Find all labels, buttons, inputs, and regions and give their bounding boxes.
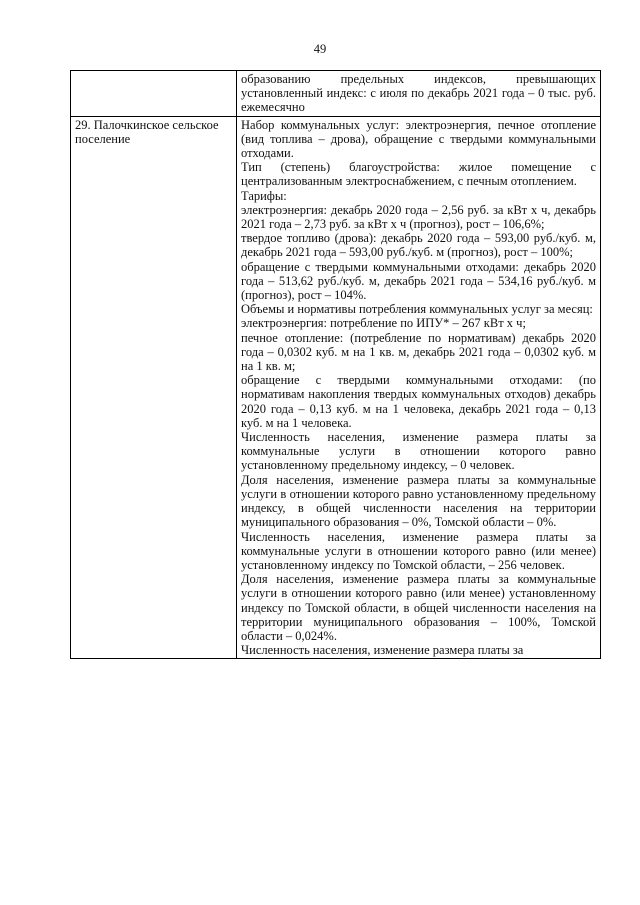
municipality-cell bbox=[71, 71, 237, 117]
paragraph: электроэнергия: декабрь 2020 года – 2,56 руб. за кВт х ч, декабрь 2021 года – 2,73 руб. за кВт х ч (прогноз), рост – 106,6%; bbox=[241, 202, 596, 232]
paragraph: Численность населения, изменение размера платы за коммунальные услуги в отношении которого равно установленному предельному индексу, – 0 человек. bbox=[241, 430, 596, 473]
paragraph: печное отопление: (потребление по нормативам) декабрь 2020 года – 0,0302 куб. м на 1 кв. м, декабрь 2021 года – 0,0302 куб. м на 1 кв. м; bbox=[241, 330, 596, 374]
paragraph: электроэнергия: потребление по ИПУ* – 267 кВт х ч; bbox=[241, 316, 526, 331]
municipality-name: 29. Палочкинское сельское поселение bbox=[75, 117, 219, 146]
description-cell bbox=[237, 116, 601, 659]
paragraph: обращение с твердыми коммунальными отходами: декабрь 2020 года – 513,62 руб./куб. м, декабрь 2021 года – 534,16 руб./куб. м (прогноз), рост – 104%. bbox=[241, 259, 596, 303]
paragraph: Численность населения, изменение размера платы за коммунальные услуги в отношении которого равно (или менее) установленному индексу по Томской области, – 256 человек. bbox=[241, 529, 596, 572]
paragraph: Численность населения, изменение размера платы за bbox=[241, 643, 524, 658]
paragraph: Объемы и нормативы потребления коммунальных услуг за месяц: bbox=[241, 302, 593, 317]
page-number: 49 bbox=[313, 42, 327, 56]
paragraph: Тарифы: bbox=[241, 188, 287, 203]
description-cell bbox=[237, 71, 601, 117]
paragraph: образованию предельных индексов, превышающих установленный индекс: с июля по декабрь 2021 года – 0 тыс. руб. ежемесячно bbox=[241, 72, 596, 115]
document-table bbox=[70, 70, 601, 659]
paragraph: Доля населения, изменение размера платы за коммунальные услуги в отношении которого равно (или менее) установленному индексу по Томской области, в общей численности населения на территории муниципального образования – 100%, Томской области – 0,024%. bbox=[241, 572, 596, 643]
paragraph: твердое топливо (дрова): декабрь 2020 года – 593,00 руб./куб. м, декабрь 2021 года – 593,00 руб./куб. м (прогноз), рост – 100%; bbox=[241, 231, 596, 260]
paragraph: Доля населения, изменение размера платы за коммунальные услуги в отношении которого равно установленному предельному индексу, в общей численности населения на территории муниципального образования – 0%, Томской области – 0%. bbox=[241, 472, 596, 530]
paragraph: Тип (степень) благоустройства: жилое помещение с централизованным электроснабжением, с печным отоплением. bbox=[241, 160, 596, 189]
paragraph: Набор коммунальных услуг: электроэнергия, печное отопление (вид топлива – дрова), обращение с твердыми коммунальными отходами. bbox=[241, 117, 596, 161]
municipality-cell bbox=[71, 116, 237, 659]
table-row bbox=[71, 116, 601, 659]
paragraph: обращение с твердыми коммунальными отходами: (по нормативам накопления твердых коммунальных отходов) декабрь 2020 года – 0,13 куб. м на 1 человека, декабрь 2021 года – 0,13 куб. м на 1 человека. bbox=[241, 373, 596, 430]
table-row bbox=[71, 71, 601, 117]
